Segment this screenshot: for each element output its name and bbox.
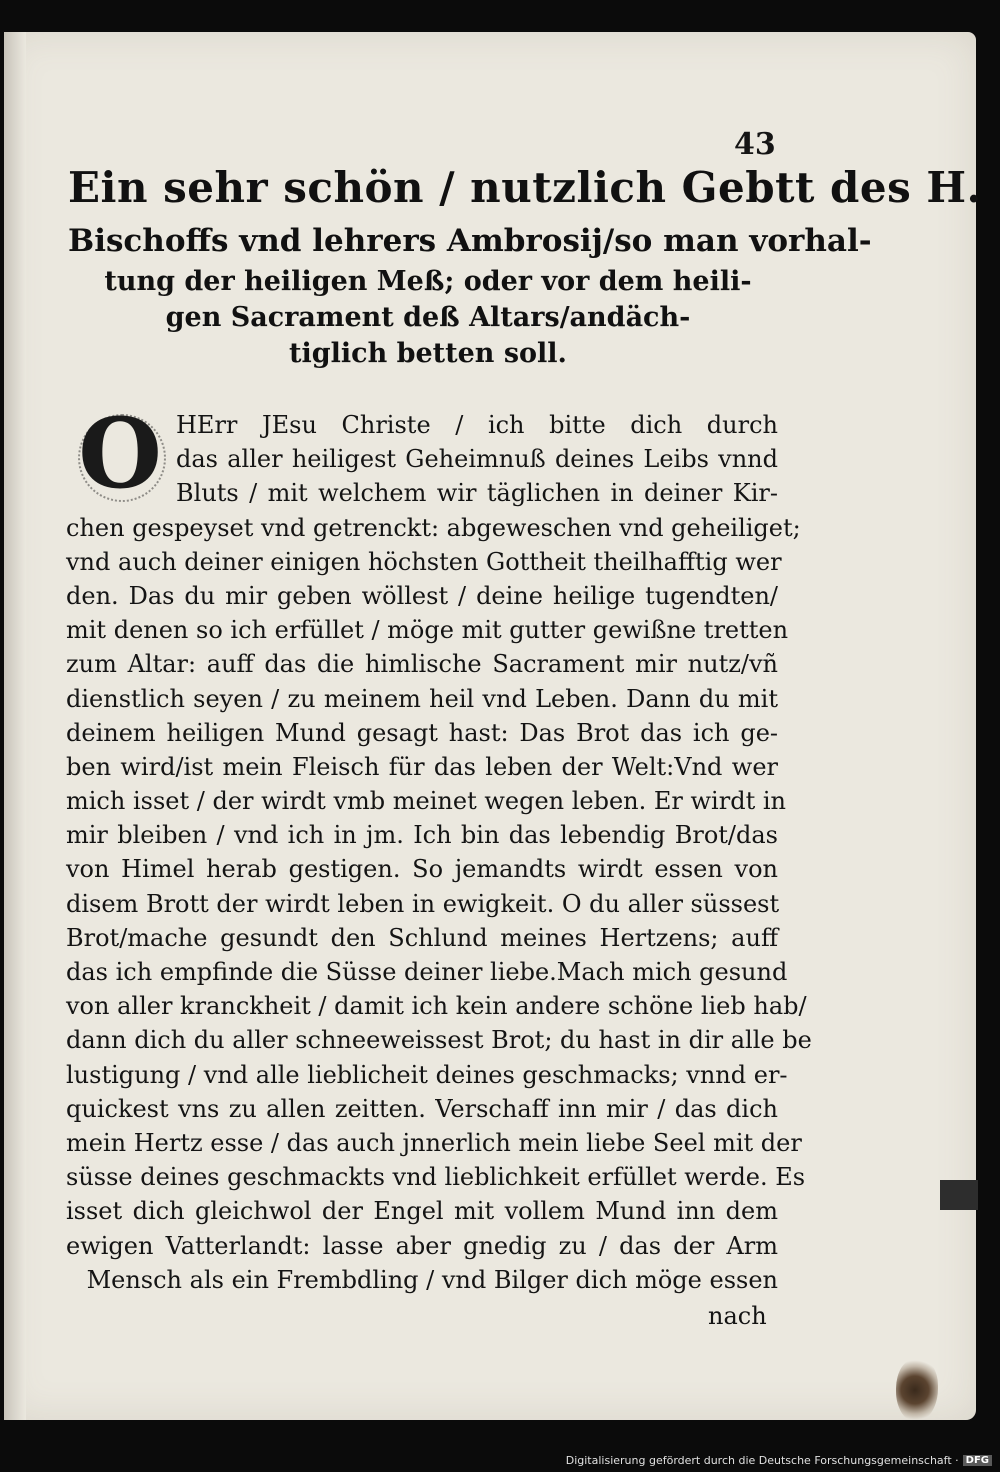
- page-number: 43: [734, 127, 776, 162]
- body-line: süsse deines geschmackts vnd lieblichkeit erfüllet werde. Es: [66, 1163, 806, 1192]
- title-line: Ein sehr schön / nutzlich Gebtt des H.: [68, 163, 982, 212]
- body-line: Bluts / mit welchem wir täglichen in deiner Kir-: [176, 479, 778, 508]
- body-line: das ich empfinde die Süsse deiner liebe.Mach mich gesund: [66, 958, 788, 986]
- body-line: ewigen Vatterlandt: lasse aber gnedig zu / das der Arm: [66, 1231, 778, 1260]
- body-line: Brot/mache gesundt den Schlund meines Hertzens; auff: [66, 923, 778, 952]
- body-line: mir bleiben / vnd ich in jm. Ich bin das lebendig Brot/das: [66, 821, 778, 850]
- body-line: vnd auch deiner einigen höchsten Gottheit theilhafftig wer: [66, 547, 782, 576]
- dfg-logo[interactable]: DFG: [963, 1455, 992, 1466]
- body-line: den. Das du mir geben wöllest / deine heilige tugendten/: [66, 581, 778, 610]
- title-line: Bischoffs vnd lehrers Ambrosij/so man vorhal-: [68, 223, 872, 259]
- body-line: mein Hertz esse / das auch jnnerlich mein liebe Seel mit der: [66, 1128, 802, 1157]
- title-line: tung der heiligen Meß; oder vor dem heili-: [104, 266, 752, 297]
- body-line: HErr JEsu Christe / ich bitte dich durch: [176, 411, 778, 439]
- digitization-credit: [566, 1454, 992, 1467]
- body-line: lustigung / vnd alle lieblicheit deines geschmacks; vnnd er-: [66, 1060, 788, 1089]
- decorated-initial-letter: O: [72, 406, 168, 502]
- body-line: das aller heiligest Geheimnuß deines Leibs vnnd: [176, 445, 778, 474]
- body-line: isset dich gleichwol der Engel mit vollem Mund inn dem: [66, 1197, 778, 1226]
- body-line: deinem heiligen Mund gesagt hast: Das Brot das ich ge-: [66, 718, 778, 747]
- body-line: dann dich du aller schneeweissest Brot; du hast in dir alle be: [66, 1026, 812, 1055]
- body-line: Mensch als ein Frembdling / vnd Bilger dich möge essen: [86, 1265, 778, 1294]
- body-line: quickest vns zu allen zeitten. Verschaff inn mir / das dich: [66, 1094, 778, 1123]
- catchword: nach: [708, 1302, 767, 1330]
- page-gutter-shadow: [4, 32, 26, 1420]
- body-line: chen gespeyset vnd getrenckt: abgeweschen vnd geheiliget;: [66, 513, 801, 542]
- body-line: von Himel herab gestigen. So jemandts wirdt essen von: [66, 855, 778, 884]
- body-line: dienstlich seyen / zu meinem heil vnd Leben. Dann du mit: [66, 684, 778, 713]
- title-line: tiglich betten soll.: [289, 338, 567, 369]
- page-tab-marker: [940, 1180, 978, 1210]
- body-line: mit denen so ich erfüllet / möge mit gutter gewißne tretten: [66, 616, 789, 645]
- prayer-body-text: [66, 408, 812, 1297]
- body-line: zum Altar: auff das die himlische Sacrament mir nutz/vñ: [66, 650, 778, 679]
- body-line: ben wird/ist mein Fleisch für das leben der Welt:Vnd wer: [66, 752, 778, 781]
- ink-stain: [896, 1358, 938, 1422]
- body-line: von aller kranckheit / damit ich kein andere schöne lieb hab/: [66, 992, 807, 1021]
- title-line: gen Sacrament deß Altars/andäch-: [165, 302, 691, 333]
- prayer-title: [68, 158, 982, 372]
- body-line: mich isset / der wirdt vmb meinet wegen leben. Er wirdt in: [66, 787, 786, 816]
- body-line: disem Brott der wirdt leben in ewigkeit. O du aller süssest: [66, 889, 780, 918]
- credit-text: Digitalisierung gefördert durch die Deutsche Forschungsgemeinschaft ·: [565, 1454, 959, 1467]
